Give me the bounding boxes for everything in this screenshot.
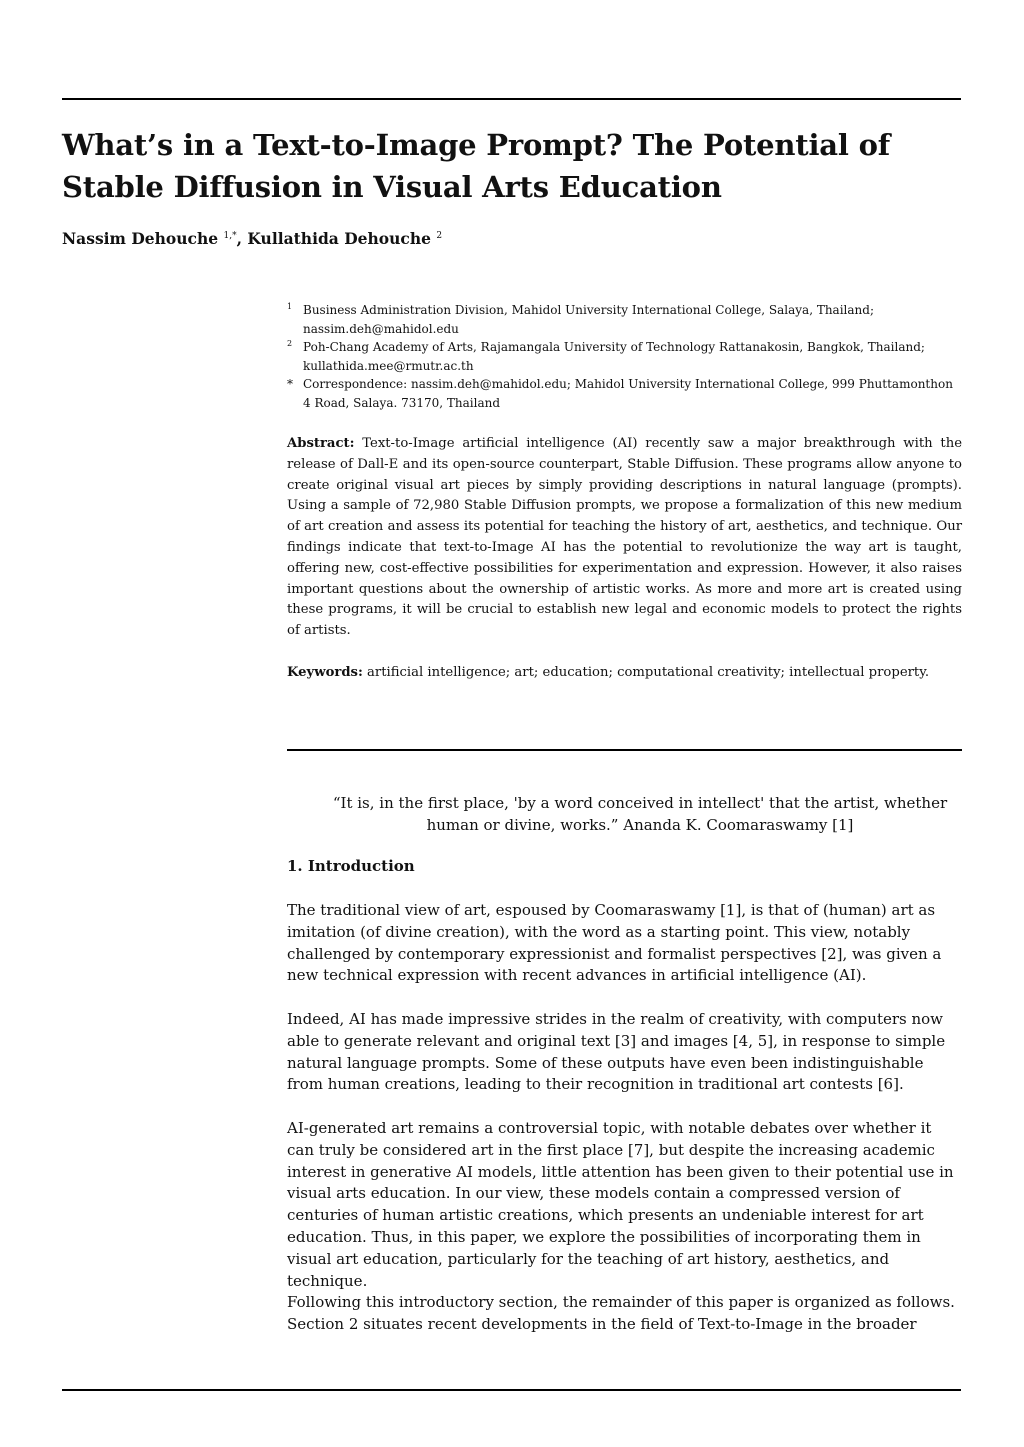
affiliation-email[interactable]: nassim.deh@mahidol.edu	[303, 321, 459, 336]
affiliation-text: Business Administration Division, Mahidol University International College, Salaya, Thailand;	[303, 303, 874, 317]
author-line	[62, 229, 442, 248]
affiliation-email[interactable]: kullathida.mee@rmutr.ac.th	[303, 358, 474, 373]
author-name: Kullathida Dehouche	[247, 229, 431, 248]
epigraph-quote: “It is, in the first place, 'by a word conceived in intellect' that the artist, whether human or divine, works.” Ananda K. Coomaraswamy [1]	[332, 794, 948, 834]
section-heading: 1. Introduction	[287, 857, 415, 875]
keywords-text: artificial intelligence; art; education; computational creativity; intellectual property.	[367, 665, 930, 680]
paper-title: What’s in a Text-to-Image Prompt? The Potential of Stable Diffusion in Visual Arts Education	[62, 128, 891, 204]
author-affiliation-mark: 2	[436, 231, 443, 241]
abstract-label: Abstract:	[287, 436, 355, 451]
correspondence-mark: *	[287, 377, 293, 391]
affiliation-1	[287, 301, 962, 338]
abstract	[287, 434, 962, 642]
author-affiliation-mark: 1,*	[223, 231, 237, 241]
body-paragraph: AI-generated art remains a controversial topic, with notable debates over whether it can truly be considered art in the first place [7], but despite the increasing academic interest in generative AI models, little attention has been given to their potential use in visual arts education. In our view, these models contain a compressed version of centuries of human artistic creations, which presents an undeniable interest for art education. Thus, in this paper, we explore the possibilities of incorporating them in visual art education, particularly for the teaching of art history, aesthetics, and technique.	[287, 1119, 954, 1290]
correspondence	[287, 375, 962, 412]
correspondence-text: Correspondence: nassim.deh@mahidol.edu; Mahidol University International College, 999 Phuttamonthon 4 Road, Salaya. 73170, Thailand	[303, 377, 953, 410]
affiliation-mark: 2	[287, 339, 293, 348]
body-paragraph: Following this introductory section, the remainder of this paper is organized as follows. Section 2 situates recent developments in the field of Text-to-Image in the broader	[287, 1293, 955, 1333]
abstract-text: Text-to-Image artificial intelligence (AI) recently saw a major breakthrough with the release of Dall-E and its open-source counterpart, Stable Diffusion. These programs allow anyone to create original visual art pieces by simply providing descriptions in natural language (prompts). Using a sample of 72,980 Stable Diffusion prompts, we propose a formalization of this new medium of art creation and assess its potential for teaching the history of art, aesthetics, and technique. Our findings indicate that text-to-Image AI has the potential to revolutionize the way art is taught, offering new, cost-effective possibilities for experimentation and expression. However, it also raises important questions about the ownership of artistic works. As more and more art is created using these programs, it will be crucial to establish new legal and economic models to protect the rights of artists.	[287, 436, 962, 639]
affiliation-text: Poh-Chang Academy of Arts, Rajamangala University of Technology Rattanakosin, Bangkok, Thailand;	[303, 340, 925, 354]
keywords	[287, 663, 962, 684]
author-separator: ,	[236, 229, 243, 248]
affiliations	[287, 301, 962, 412]
author-name: Nassim Dehouche	[62, 229, 219, 248]
bottom-rule	[62, 1389, 961, 1391]
body-paragraph: The traditional view of art, espoused by Coomaraswamy [1], is that of (human) art as imitation (of divine creation), with the word as a starting point. This view, notably challenged by contemporary expressionist and formalist perspectives [2], was given a new technical expression with recent advances in artificial intelligence (AI).	[287, 901, 942, 985]
body-paragraph: Indeed, AI has made impressive strides in the realm of creativity, with computers now able to generate relevant and original text [3] and images [4, 5], in response to simple natural language prompts. Some of these outputs have even been indistinguishable from human creations, leading to their recognition in traditional art contests [6].	[287, 1010, 946, 1094]
section-divider	[287, 749, 962, 751]
affiliation-2	[287, 338, 962, 375]
keywords-label: Keywords:	[287, 665, 363, 680]
affiliation-mark: 1	[287, 302, 293, 311]
top-rule	[62, 98, 961, 100]
